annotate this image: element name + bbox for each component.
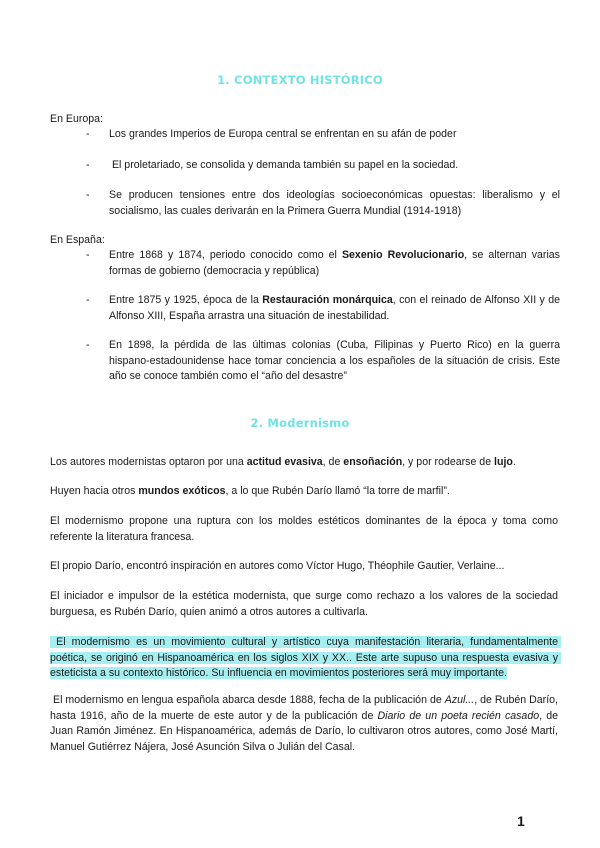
list-dash: - bbox=[86, 294, 90, 306]
europa-label: En Europa: bbox=[50, 113, 104, 125]
list-item-text: Entre 1875 y 1925, época de la Restauración monárquica, con el reinado de Alfonso XII y de Alfonso XIII, España arrastra una situación de inestabilidad. bbox=[109, 294, 560, 322]
paragraph: El modernismo en lengua española abarca desde 1888, fecha de la publicación de Azul..., de Rubén Darío, hasta 1916, año de la muerte de este autor y de la publicación de Diario de un poeta recién casado, de Juan Ramón Jiménez. En Hispanoamérica, además de Darío, lo cultivaron otros autores, como José Martí, Manuel Gutiérrez Nájera, José Asunción Silva o Julián del Casal. bbox=[50, 694, 559, 753]
list-item-text: Entre 1868 y 1874, periodo conocido como el Sexenio Revolucionario, se alternan varias formas de gobierno (democracia y república) bbox=[109, 249, 560, 277]
espana-list bbox=[86, 248, 560, 385]
list-item bbox=[86, 158, 560, 174]
page-number: 1 bbox=[517, 813, 525, 829]
paragraph: Los autores modernistas optaron por una actitud evasiva, de ensoñación, y por rodearse de lujo. bbox=[50, 456, 516, 468]
bold-term: Restauración monárquica bbox=[262, 294, 393, 306]
section-heading-modernismo: 2. Modernismo bbox=[250, 416, 350, 430]
paragraph: Huyen hacia otros mundos exóticos, a lo que Rubén Darío llamó “la torre de marfil”. bbox=[50, 485, 450, 497]
list-item bbox=[86, 338, 560, 385]
europa-list bbox=[86, 127, 560, 219]
list-item-text: Se producen tensiones entre dos ideologías socioeconómicas opuestas: liberalismo y el socialismo, las cuales derivarán en la Primera Guerra Mundial (1914-1918) bbox=[109, 189, 560, 217]
list-dash: - bbox=[86, 158, 90, 171]
list-dash: - bbox=[86, 189, 90, 201]
list-item bbox=[86, 188, 560, 219]
book-title: Azul... bbox=[444, 694, 475, 706]
list-item bbox=[86, 248, 560, 279]
espana-label: En España: bbox=[50, 234, 105, 246]
paragraph: El iniciador e impulsor de la estética modernista, que surge como rechazo a los valores de la sociedad burguesa, es Rubén Darío, quien animó a otros autores a cultivarla. bbox=[50, 590, 558, 618]
section-heading-contexto: 1. CONTEXTO HISTÓRICO bbox=[217, 73, 383, 87]
highlighted-paragraph bbox=[50, 635, 561, 682]
list-item bbox=[86, 127, 560, 143]
list-item bbox=[86, 293, 560, 324]
list-item-text: En 1898, la pérdida de las últimas colonias (Cuba, Filipinas y Puerto Rico) en la guerra hispano-estadounidense hace tomar conciencia a los españoles de la situación de crisis. Este año se conoce también como el “año del desastre” bbox=[109, 339, 560, 382]
paragraph: El propio Darío, encontró inspiración en autores como Víctor Hugo, Théophile Gautier, Verlaine... bbox=[50, 560, 505, 572]
list-dash: - bbox=[86, 128, 90, 140]
highlight: El modernismo es un movimiento cultural y artístico cuya manifestación literaria, fundamentalmente poética, se originó en Hispanoamérica en los siglos XIX y XX.. Este arte supuso una respuesta evasiva y esteticista a su contexto histórico. Su influencia en movimientos posteriores será muy importante. bbox=[50, 636, 561, 679]
book-title: Diario de un poeta recién casado bbox=[377, 709, 540, 722]
list-item-text: Los grandes Imperios de Europa central se enfrentan en su afán de poder bbox=[109, 128, 457, 140]
list-item-text: El proletariado, se consolida y demanda también su papel en la sociedad. bbox=[109, 158, 459, 171]
list-dash: - bbox=[86, 339, 90, 351]
paragraph: El modernismo propone una ruptura con los moldes estéticos dominantes de la época y toma como referente la literatura francesa. bbox=[50, 515, 558, 543]
list-dash: - bbox=[86, 249, 90, 261]
bold-term: Sexenio Revolucionario bbox=[341, 249, 465, 261]
